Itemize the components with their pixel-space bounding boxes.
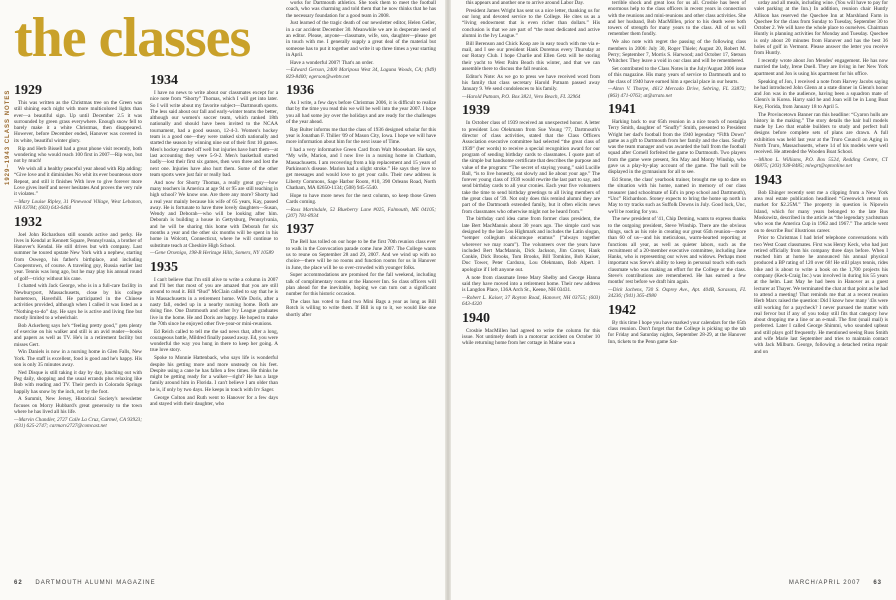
class-secretary-signature: —Alton V. Thorpe, 4612 Mercado Drive, Sebring, FL 33872; (863) 471-0763; at@strato.net bbox=[608, 86, 746, 99]
class-year-heading: 1943 bbox=[754, 172, 782, 188]
class-year-heading: 1939 bbox=[462, 103, 490, 119]
class-year-heading: 1929 bbox=[14, 83, 42, 98]
note-paragraph: Rip and Herb Bissell had a great phone visit recently, both wondering who would reach 100 first in 2007—Rip won, but not by much! bbox=[14, 145, 142, 165]
class-secretary-signature: —Robert L. Kaiser, 37 Royton Road, Hanover, NH 03755; (603) 643-4320 bbox=[462, 294, 600, 308]
note-paragraph: We wish all a healthy peaceful year ahead with Rip adding: “Give love and it diminishes No whit its ever bounteous store Repeat, and still it finishes With love to give forever more Love gives itself and never hesitates And proves the very rule it violates.” bbox=[14, 165, 142, 198]
note-paragraph: We also note with regret the passing of the following class members in 2006: July 30, Roger Thiele; August 20, Robert M. Perry; September 7, Morris S. Harwood; and October 17, Stetson Whitcher. They leave a void in our class and will be remembered. bbox=[608, 39, 746, 65]
note-paragraph: I can't believe that I'm still alive to write a column in 2007 and I'll bet that most of you are amazed that you are still around to read it. Bill “Bud” McClain called to say that he is in Massachusetts in a retirement home. Wife Doris, after a nasty fall, ended up in a nearby nursing home. Both are doing fine. One Dartmouth and other Ivy League graduates live in the home. He and Doris are happy. He hoped to make the 70th since he enjoyed other five-year-or mini-reunions. bbox=[150, 276, 278, 327]
note-paragraph: Have a wonderful 2007! That's an order. bbox=[290, 59, 374, 66]
note-paragraph: By this time I hope you have marked your calendars for the 65th class reunion. Don't forget that the College is picking up the tab for Friday and Saturday nights, September 28-29, at the Hanover Inn, tickets to the Penn game Sat- bbox=[608, 319, 746, 345]
note-paragraph: This was written as the Christmas tree on the Green was still shining each night with more multicolored lights than ever—a beautiful sign. Up until December 2.5 it was surrounded by green grass everywhere. Enough snow fell to barely make it a white Christmas, then disappeared. However, before December ended, Hanover was covered in its white, beautiful winter glory. bbox=[14, 100, 142, 144]
class-secretary-signature: —Edward Gerson, 2400 Mariposa West 34, Laguna Woods, CA; (949) 829-8400; egerson@webtv.net bbox=[286, 67, 436, 80]
note-paragraph: George Colton and Ruth went to Hanover for a few days and stayed with their daughter, who bbox=[150, 394, 278, 407]
class-year-heading: 1934 bbox=[150, 73, 178, 88]
class-secretary-signature: —Mary Louise Ripley, 31 Pinewood Village, West Lebanon, NH 03784; (603) 643-6464 bbox=[14, 198, 142, 212]
note-paragraph: Bob Ackerberg says he's “feeling pretty good,” gets plenty of exercise on his walker and still is an avid reader—books and papers as well as TV. He's in a retirement facility but misses Gert. bbox=[14, 322, 142, 348]
note-paragraph: The class has voted to fund two Mini Bags a year as long as Bill Rotch is willing to write them. If Bill is up to it, we would like one shortly after bbox=[286, 299, 436, 318]
note-paragraph: Hope to have more news for the next column, so keep those Green Cards coming. bbox=[286, 192, 436, 206]
column-5 bbox=[608, 0, 746, 580]
note-paragraph: Super accommodations are promised for the fall weekend, including talk of complimentary rooms at the Hanover Inn. So class officers will plan ahead for the inevitable, hoping we can turn out a significant number for this historic occasion. bbox=[286, 272, 436, 298]
note-paragraph: The Provincetown Banner ran this headline: “Cyaron hulls are history in the making.” The story details the hair hull models made by Leo that enable builders to study and perfect hull designs before complete sets of plans are drawn. A full exhibition was held last year at the Truro Council on Aging in North Truro, Massachusetts, where 14 of his models were well received. He attended the Wooden Boat School. bbox=[754, 111, 888, 156]
note-paragraph: Set contributed to the Class Notes in the July/August 2006 issue of this magazine. His many years of service to Dartmouth and to the class of 1940 have earned him a special place in our hearts. bbox=[608, 65, 746, 85]
class-year-heading: 1936 bbox=[286, 83, 314, 99]
note-paragraph: The new president of '41, Chip Deming, wants to express thanks to the outgoing president, Steve Winship. There are the obvious things, such as his role in creating our great 65th reunion—more than 60 of us—and his meticulous, warm-hearted reporting at functions all year, as well as quieter labors, such as the recruitment of a 20-member executive committee, including Jane Hanks, who is representing our wives and widows. Perhaps most important was Steve's ability to keep in personal touch with each classmate who was making an effort for the College or the class. Steve's contributions are remembered. He has earned a few months' rest before we draft him again. bbox=[608, 216, 746, 286]
note-paragraph: Just learned of the tragic death of our newsletter editor, Helen Geller, in a car accident December 30. Meanwhile we are in desperate need of an editor. Please, anyone—classmate, wife, son, daughter—please get in touch with me. I generally supply a great deal of the material but someone has to put it together and write it up three times a year starting in April. bbox=[286, 20, 436, 58]
left-page-number: 62 bbox=[14, 580, 23, 586]
note-paragraph: As I write, a few days before Christmas 2006, it is difficult to realize that by the time you read this we will be well into the year 2007. I hope you all had some joy over the holidays and are ready for the challenges of the year ahead. bbox=[286, 100, 436, 125]
class-year-heading: 1940 bbox=[462, 310, 490, 326]
note-paragraph: Bill Berenson and Chick Koop are in easy touch with me via e-mail, and I see our president Hank Doremus every Thursday at our Rotary Club. I hope Charlie and Ellen Getz will be storing their yacht to West Palm Beach this winter, and that we can assemble there to discuss the fall reunion. bbox=[462, 40, 600, 72]
column-6 bbox=[754, 0, 888, 580]
note-paragraph: Ned Disque is still taking it day by day, lunching out with Peg daily, shopping and the usual errands plus relaxing like Bob with reading and TV. Their perch in Colorado Springs happily has snow by the inch, not by the foot. bbox=[14, 369, 142, 395]
note-paragraph: I recently wrote about Jon Mendes' engagement. He has now married the lady, Irene Duell. They are living in her New York apartment and Jon is using his apartment for his office. bbox=[754, 58, 888, 77]
class-secretary-signature: —Dick Jachens, 730 S. Osprey Ave., Apt. 404B, Sarasota, FL 34236; (941) 365-4980 bbox=[608, 287, 746, 300]
section-title: the classes bbox=[14, 7, 251, 69]
side-label-text: 1929–1943 CLASS NOTES bbox=[5, 89, 11, 185]
class-year-heading: 1942 bbox=[608, 302, 636, 318]
note-paragraph: In October class of 1939 received an unexpected honor. A letter to president Lou Olekmann from Sue Young '77, Dartmouth's director of class activities, stated that the Class Officers Association executive committee had selected “the great class of 1939” (her words) to receive a special recognition award for our program of sending birthday cards to classmates. I quote part of the simple but handsome certificate that describes the purpose and value of the program: “The secret of staying young,” said Lucille Ball, “is to live honestly, eat slowly and lie about your age.” The forever young class of 1939 would rewrite the last part to say, and send birthday cards to all your cronies. Each year five volunteers take the time to send birthday greetings to all living members of the great class of '39. Not only does this remind alumni they are part of the Dartmouth extended family, but it often elicits news from classmates who otherwise might not be heard from.” bbox=[462, 120, 600, 215]
class-secretary-signature: —Gene Orsenigo, 198-B Heritage Hills, Somers, NY 10589 bbox=[150, 250, 274, 257]
right-page-number: 63 bbox=[873, 580, 882, 586]
note-paragraph: And now for Shorty Thomas, a really great guy—how many teachers in America at age 94 or 95 are still teaching in high school? We know one. Are there any more? Shorty had a real year mainly because his wife of 65 years, Kay, passed away. He is fortunate to have three lovely daughters—Susan, Wendy and Deborah—who will be looking after him. Deborah is building a house in Gettysburg, Pennsylvania, and he will be sharing this home with Deborah for six months a year and the other six months will be spent in his home in Wolcott, Connecticut, where he will continue to substitute teach at Cheshire High School. bbox=[150, 179, 278, 249]
note-paragraph: Crosbie MacMillen had agreed to write the column for this issue. Not untimely death in a motorcar accident on October 10 while returning home from her cottage in Maine was a bbox=[462, 327, 600, 347]
spine-gutter bbox=[445, 0, 451, 600]
note-paragraph: The birthday card idea came from former class president, the late Bert MacMannis about 30 years ago. The simple card was designed by the late Lou Highmark and includes the Latin slogan, “semper collegium ubicumque eramus” (“always together wherever we may roam”). The volunteers over the years have included Bert MacMannis, Dick Jackson, Jim Corner, Hank Conkle, Dick Brooks, Tom Brooks, Bill Tomkins, Bob Kaiser, Doc Tower, Peter Cardozo, Lou Olekmann, Bob Alpert. I apologize if I left anyone out. bbox=[462, 216, 600, 273]
note-paragraph: Ray Bulter informs me that the class of 1936 designed scholar for this year is Jonathan F. Thilier '09 of Mason City, Iowa. I hope we will have more information about him for the next issue of Time. bbox=[286, 126, 436, 146]
class-year-heading: 1932 bbox=[14, 214, 42, 230]
note-paragraph: this appears and another one to arrive around Labor Day. bbox=[466, 0, 585, 6]
note-paragraph: Ed Reich called to tell me the sad news that, after a long, courageous battle, Mildred finally passed away. Ed, you were wonderful the way you hung in there to keep her going. A true love story. bbox=[150, 328, 278, 354]
footer-left bbox=[14, 580, 156, 594]
note-paragraph: works for Dartmouth athletics. She took them to meet the football coach, who was charming and told them that he now thinks that he has the necessary foundation for a good team in 2008. bbox=[286, 0, 436, 19]
column-4 bbox=[462, 0, 600, 580]
note-paragraph: terrible shock and great loss for us all. Crosbie has been of enormous help to the class officers in recent years in connection with the reunions and mini-reunions and other class activities. She and her husband, Bob MacMillen, prior to his death were both towers of strength for many years to the class. All of us will remember them fondly. bbox=[608, 0, 746, 38]
note-paragraph: I had a very informative Green Card from Walt Moosehart. He says, “My wife, Marion, and I now live in a nursing home in Chatham, Massachusetts. I am recovering from a hip replacement and 15 years of Parkinson's disease. Marion had a slight stroke.” He says they love to get messages and would love to get your calls. Their new address is Liberty Commons, Sage Harbor Room, #10, 390 Orleans Road, North Chatham, MA 02650-1134; (508) 945-5540. bbox=[286, 147, 436, 191]
note-paragraph: The Bell has tolled on our hope to be the first 70th reunion class ever to walk in the Convocation parade come June 2007. The College wants us to reune on September 28 and 29, 2007. And we wind up with no choice—there will be no rooms and function rooms for us in Hanover in June, the place will be so over-crowded with younger folks. bbox=[286, 239, 436, 271]
note-paragraph: Bob Ehinger recently sent me a clipping from a New York area real estate publication headlined “Greenwich retreat on market for $2.25M.” The property in question is Nipowin Island, which for many years belonged to the late Bus Moskowitz, described in the article as “the legendary yachtsman who won the America Cup in 1962 and 1967.” The article went on to describe Bus' illustrious career. bbox=[754, 189, 888, 234]
note-paragraph: President James Wright has sent us a nice letter, thanking us for our long and devoted service to the College. He cites us as a “living endowment that is even richer than dollars.” His conclusion is that we are part of “the most dedicated and active alumni in the Ivy League.” bbox=[462, 7, 600, 39]
column-2 bbox=[150, 70, 278, 580]
class-year-heading: 1935 bbox=[150, 259, 178, 275]
note-paragraph: Win Daniels is now in a nursing home in Glen Falls, New York. The staff is excellent, food is good and he's happy. His son is only 35 minutes away. bbox=[14, 349, 142, 368]
class-secretary-signature: —Milton L. Williams, P.O. Box 5524, Redding Centre, CT 06875; (203) 938-8485; mlwgrt@optonline.net bbox=[754, 157, 888, 170]
class-secretary-signature: —Ross Martindale, 52 Blueberry Lane #025, Falmouth, ME 04105; (207) 781-8934 bbox=[286, 206, 436, 220]
note-paragraph: Speaking of Jon, I received a note from Harvey Jacobs saying he had introduced John Glenn at a state dinner in Glenn's honor and Jon was in the audience, having been a squadron mate of Glenn's in Korea. Harry said he and Joan will be in Long Boat Key, Florida, from January 18 to April 5. bbox=[754, 78, 888, 110]
footer-right bbox=[789, 580, 882, 594]
note-paragraph: urday and all meals, including wine. (You will have to pay for valet parking at the Inn.) In addition, reunion chair Huntly Allison has reserved the Quechee Inn at Marshland Farm in Quechee for the class from Sunday to Tuesday, September 30 to October 2. We will have the whole place to ourselves. Chairman Huntly is planning activities for Monday and Tuesday. Quechee is only about 20 minutes from Hanover and has the best 36 holes of golf in Vermont. Please answer the letter you receive from Huntly. bbox=[754, 0, 888, 57]
note-paragraph: Spoke to Monnie Hattenback, who says life is wonderful despite his getting more and more unsteady on his feet. Despite using a cane he has fallen a few times. He thinks he might be getting ready for a walker—right? He has a large family around him in Florida. I can't believe I am older than he is, if only by two days. He keeps in touch with Irv Sager. bbox=[150, 355, 278, 393]
class-year-heading: 1937 bbox=[286, 222, 314, 238]
class-secretary-signature: —Harold Putnam, P.O. Box 3821, Vero Beach, FL 32964 bbox=[462, 94, 581, 101]
right-footer-issue: MARCH/APRIL 2007 bbox=[788, 580, 861, 586]
note-paragraph: Editor's Note: As we go to press we have received word from his family that class secretary Harold Putnam passed away January 9. We send condolences to his family. bbox=[462, 73, 600, 93]
note-paragraph: Prior to Christmas I had brief telephone conversations with two West Coast classmates. First was Henry Keck, who had just retired officially from his company three days before. When I reached him at home he announced his annual physical produced a BP rating of 120 over 68! He still plays tennis, rides bike and is about to write a book on the 1,700 projects his company (Keck-Craig Inc.) was involved in during his 55 years at the helm. Last May he had been in Hanover as a guest lecturer at Thayer. We terminated the chat at that point as he had to attend a meeting! That reminds me that at a recent reunion Herb Marx raised the question: Did I know how many '43s were still working for a paycheck? I never pursued the matter with real fervor but if any of you today still fits that category how about dropping me a line or an e-mail. The first (snail mail) is preferred. Later I called George Shimmi, who sounded upbeat and still plays golf frequently. He mentioned seeing Russ Smith and wife Marie last September and tries to maintain contact with Jack Milburn. George, following a detached retina repair and on bbox=[754, 235, 888, 355]
note-paragraph: I have no news to write about our classmates except for a nice note from “Shorty” Thomas, which I will get into later. So I will write about my favorite subject—Dartmouth sports. The less said about our fall and early-winter teams the better, although our women's soccer team, which ranked 18th nationally and should have been invited to the NCAA tournament, had a good season, 12-4-3. Women's hockey team is a good one—they were ranked sixth nationally and started the season by winning nine out of their first 10 games. Men's hockey started off well but injuries have hurt them—at last accounting they were 5-9-2. Men's basketball started badly—lost their first six games, then won three and lost the next one. Injuries have also hurt them. Some of the other team sports were just fair or really bad. bbox=[150, 90, 278, 178]
class-secretary-signature: —Marvin Chandler, 2727 Calle La Cruz, Carmel, CA 93923; (831) 625-2747; carmarv2727@comcast.net bbox=[14, 416, 142, 430]
note-paragraph: Joel John Richardson still sounds active and perky. He lives in Kendal at Kennett Square, Pennsylvania, a brother of Hanover's Kendal. He still drives but with company. Last summer he toured upstate New York with a nephew, starting from Oswego, his father's birthplace, and including Cooperstown, of course. A traveling guy, Russia earlier last year. Tennis was long ago, but he may play his annual round of golf—tricky without his cane. bbox=[14, 231, 142, 282]
column-1 bbox=[14, 80, 142, 580]
class-year-heading: 1941 bbox=[608, 101, 636, 117]
section-side-label bbox=[2, 2, 12, 202]
note-paragraph: A Summit, New Jersey, Historical Society's newsletter focuses on Morry Hubbard's great generosity to the town where he has lived all his life. bbox=[14, 396, 142, 416]
note-paragraph: A note from classmate Irene Mary Shelby and George Hanna said they have moved into a retirement home. Their new address is Langdon Place, 136A Arch St., Keene, NH 03431. bbox=[462, 274, 600, 294]
note-paragraph: I chatted with Jack George, who is in a full-care facility in Newburyport, Massachusetts, close by his college hometown, Haverhill. He participated in the Chinese activities provided, although when I called it was listed as a “Nothing-to-do” day. He says he is active and living fine but mostly limited to a wheelchair. bbox=[14, 283, 142, 321]
column-3 bbox=[286, 0, 436, 580]
note-paragraph: Ed Stone, the class' yearbook trainer, brought me up to date on the situation with his home, named in memory of our class treasurer (and schoolmate of Ed's in prep school and Dartmouth), “Unc” Richardson. Stoney expects to bring the home up north in May to try tracks such as Suffolk Downs in July. Good luck, Unc, we'll be rooting for you. bbox=[608, 177, 746, 215]
note-paragraph: Harking back to our 65th reunion in a nice touch of nostalgia Terry Smith, daughter of “Snuffy” Smith, presented to President Wright her dad's football from the 1940 legendary “Fifth Down” game as a gift to Dartmouth from her family and the class. Snuffy was the team manager and was awarded the ball from the football squad after Cornell forfeited the game to Dartmouth. Two players from the game were present, Stu May and Monty Winship, who gave us a play-by-play account of the game. The ball will be displayed in the gymnasium for all to see. bbox=[608, 118, 746, 176]
left-footer-publication: DARTMOUTH ALUMNI MAGAZINE bbox=[35, 580, 156, 586]
